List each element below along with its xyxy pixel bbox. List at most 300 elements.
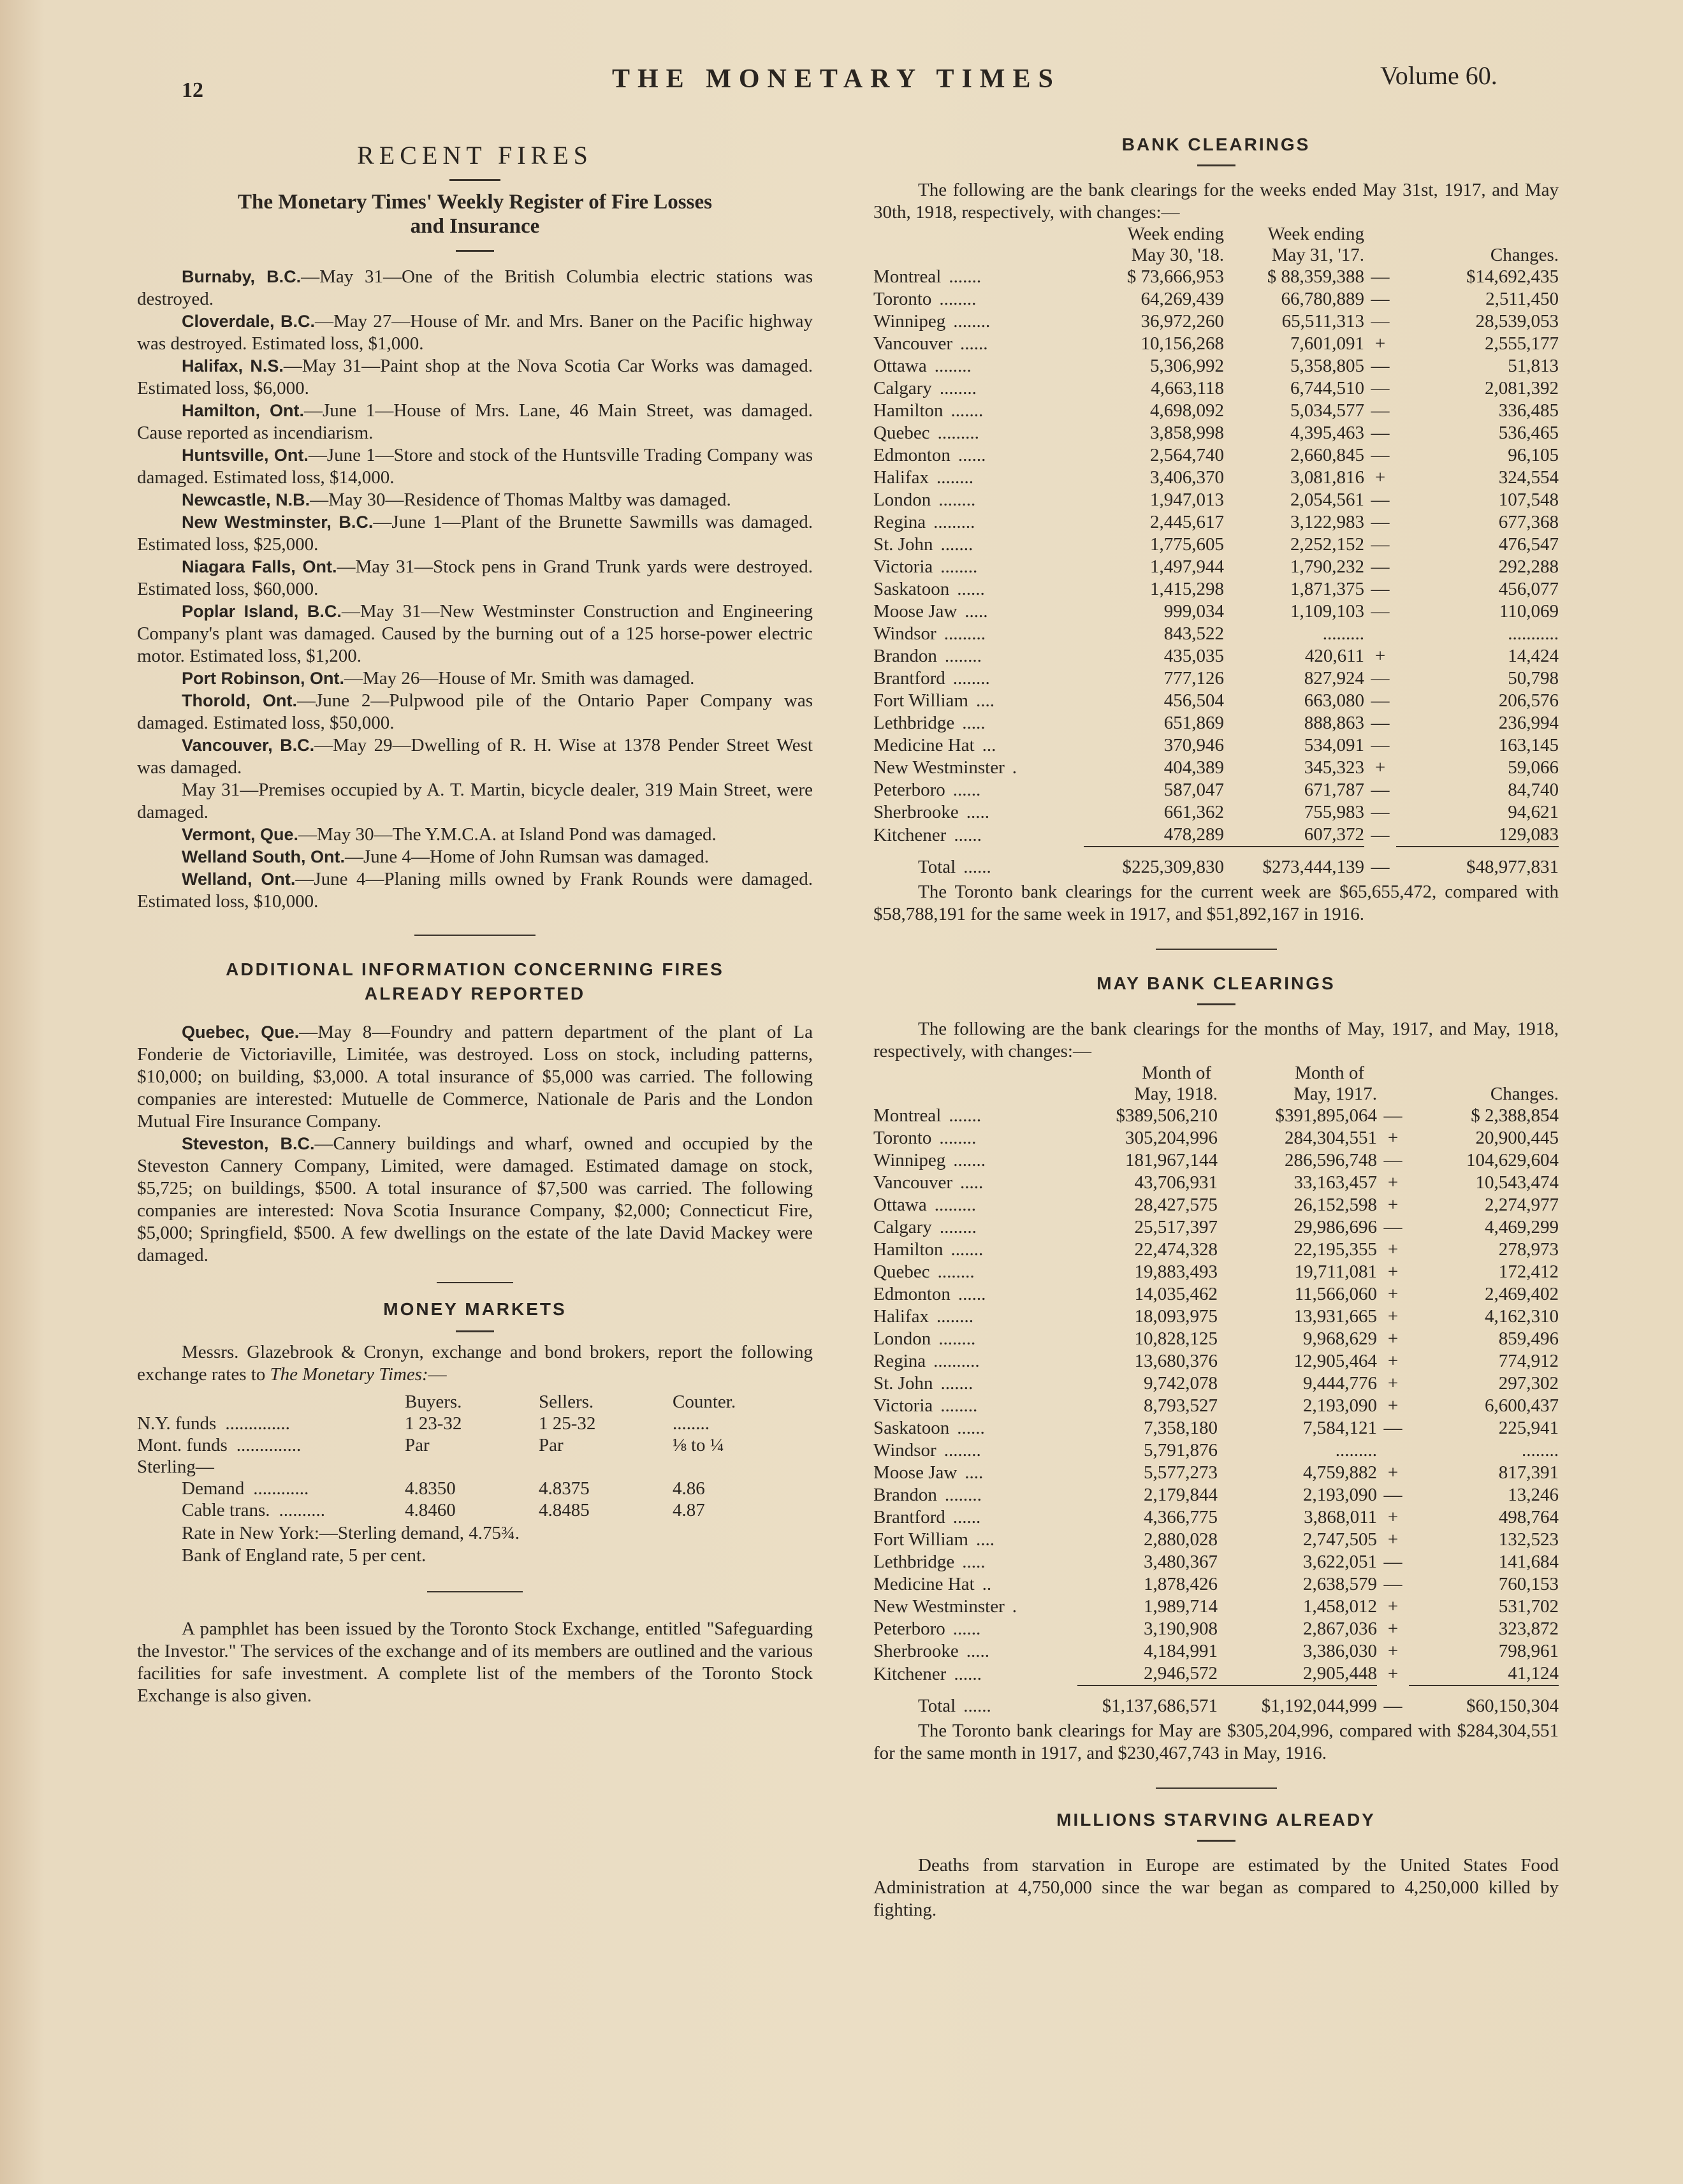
value-previous: 284,304,551 [1285,1128,1377,1148]
city-name: Toronto [873,1128,932,1148]
value-current: $1,137,686,571 [1102,1696,1218,1716]
city-dots: ....... [949,266,982,287]
divider [456,250,494,252]
change-sign: — [1371,534,1390,555]
city-cell [873,266,1084,288]
fire-entry-place: Port Robinson, Ont. [182,669,344,688]
weekly-clearings-table [873,224,1559,878]
change-sign: — [1371,557,1390,577]
city-name: Montreal [873,266,942,287]
change-sign: — [1383,1217,1402,1237]
city-name: Kitchener [873,824,947,845]
city-cell [873,422,1084,444]
value-previous: 3,386,030 [1303,1641,1377,1661]
city-name: Brandon [873,1485,937,1505]
city-name: New Westminster [873,1596,1005,1617]
value-previous: 33,163,457 [1293,1172,1377,1193]
change-sign: + [1374,646,1386,666]
city-cell [873,1306,1077,1328]
city-dots: ........ [934,356,972,376]
fire-entry-place: Welland South, Ont. [182,847,345,866]
clearing-row [873,712,1559,734]
city-dots: ........ [938,490,976,510]
city-name: London [873,490,931,510]
change-sign: + [1387,1329,1399,1349]
clearing-row [873,467,1559,489]
value-current: 1,878,426 [1144,1574,1218,1594]
city-cell [873,355,1084,377]
change-amount: 141,684 [1498,1552,1559,1572]
city-cell [873,1529,1077,1551]
change-amount: 859,496 [1498,1329,1559,1349]
fire-entry-place: Hamilton, Ont. [182,401,304,420]
money-row-sellers: 4.8485 [539,1500,590,1520]
city-name: Saskatoon [873,1418,950,1438]
value-current: 1,497,944 [1150,557,1224,577]
city-cell [873,824,1084,847]
fires-subheading-line2: and Insurance [410,215,540,238]
fire-entry-text: —Cannery buildings and wharf, owned and occupied by the Steveston Cannery Company, Limited, were damaged. Estimated damage on stock, $5,725; on buildings, $500. A total insurance of $7,500 was carried. The following companies are interested: Nova Scotia Insurance Company, $2,000; Connecticut Fire, $5,000; Springfield, $500. A few dwellings on the estate of the late David Mackey were damaged. [137,1133,813,1265]
value-current: 14,035,462 [1134,1284,1218,1304]
change-amount: 476,547 [1498,534,1559,555]
monthly-col3: Changes. [1490,1084,1559,1104]
clearing-row [873,534,1559,556]
fire-entry-place: Huntsville, Ont. [182,446,309,465]
clearing-row [873,400,1559,422]
clearing-row [873,511,1559,534]
city-cell [873,556,1084,578]
clearing-row [873,377,1559,400]
clearing-row [873,1484,1559,1506]
value-previous: 11,566,060 [1294,1284,1377,1304]
value-current: 4,366,775 [1144,1507,1218,1527]
divider [449,179,500,181]
value-previous: $273,444,139 [1262,857,1364,877]
money-row-buyers: Par [405,1435,430,1455]
value-current: 4,663,118 [1151,378,1224,398]
value-current: 10,828,125 [1134,1329,1218,1349]
city-cell [873,1693,1077,1717]
value-current: 7,358,180 [1144,1418,1218,1438]
city-name: Victoria [873,557,933,577]
value-current: 18,093,975 [1134,1306,1218,1327]
city-dots: ........ [939,378,977,398]
value-current: 22,474,328 [1134,1239,1218,1260]
money-row-buyers: 4.8350 [405,1478,456,1499]
city-dots: ........ [953,311,991,331]
change-amount: 323,872 [1498,1619,1559,1639]
value-current: 5,306,992 [1150,356,1224,376]
city-dots: ..... [966,802,989,822]
city-dots: ...... [952,780,981,800]
clearing-row [873,1328,1559,1350]
city-name: Vancouver [873,1172,953,1193]
city-dots: ........ [939,289,977,309]
change-amount: 172,412 [1498,1262,1559,1282]
change-amount: $ 2,388,854 [1471,1105,1559,1126]
value-previous: 7,584,121 [1303,1418,1377,1438]
city-cell [873,623,1084,645]
value-previous: 1,458,012 [1303,1596,1377,1617]
clearing-row [873,1172,1559,1194]
city-name: Kitchener [873,1663,947,1684]
city-dots: ........ [937,1262,975,1282]
change-amount: 817,391 [1498,1462,1559,1483]
change-sign: + [1387,1663,1399,1684]
clearing-row [873,1439,1559,1462]
city-name: Moose Jaw [873,601,958,622]
city-dots: ...... [952,1619,981,1639]
value-previous: 5,034,577 [1290,400,1364,421]
city-dots: ....... [949,1105,982,1126]
city-cell [873,1216,1077,1239]
left-column [137,127,813,1707]
change-amount: 677,368 [1498,512,1559,532]
money-row-dots: .............. [236,1435,302,1455]
city-cell [873,1596,1077,1618]
divider [456,1330,494,1332]
value-current: $389,506,210 [1116,1105,1218,1126]
city-dots: ........ [936,467,973,488]
value-current: 370,946 [1163,735,1224,755]
city-name: Vancouver [873,333,953,354]
city-cell [873,1328,1077,1350]
city-dots: ...... [957,1418,985,1438]
recent-fires-heading: RECENT FIRES [357,141,593,170]
city-cell [873,1640,1077,1663]
clearing-row [873,1372,1559,1395]
city-dots: .... [965,1462,984,1483]
value-previous: 19,711,081 [1294,1262,1377,1282]
clearing-row [873,1596,1559,1618]
city-name: Moose Jaw [873,1462,958,1483]
value-current: 181,967,144 [1125,1150,1218,1170]
change-sign: — [1371,690,1390,711]
city-name: Peterboro [873,1619,945,1639]
value-current: 2,445,617 [1150,512,1224,532]
city-dots: ...... [963,857,991,877]
fire-entry-place: Niagara Falls, Ont. [182,557,337,576]
value-previous: 1,790,232 [1290,557,1364,577]
fire-entry [137,400,813,444]
value-previous: 888,863 [1304,713,1364,733]
value-current: 3,858,998 [1150,423,1224,443]
clearing-row [873,1239,1559,1261]
clearing-row [873,1395,1559,1417]
value-current: 404,389 [1163,757,1224,778]
value-previous: 3,081,816 [1290,467,1364,488]
value-current: 3,480,367 [1144,1552,1218,1572]
change-sign: + [1374,333,1386,354]
fire-entry [137,734,813,779]
change-amount: 110,069 [1499,601,1559,622]
money-row-name: N.Y. funds [137,1413,217,1434]
fires-subheading-line1: The Monetary Times' Weekly Register of Fire Losses [238,191,712,214]
value-current: 8,793,527 [1144,1395,1218,1416]
city-dots: ....... [940,1373,973,1394]
fire-entry-place: Newcastle, N.B. [182,490,310,509]
value-current: 43,706,931 [1134,1172,1218,1193]
value-previous: ......... [1335,1440,1377,1460]
city-name: Saskatoon [873,579,950,599]
value-current: 4,698,092 [1150,400,1224,421]
value-current: 456,504 [1163,690,1224,711]
city-name: Windsor [873,623,936,644]
city-name: New Westminster [873,757,1005,778]
city-cell [873,1105,1077,1127]
city-name: Winnipeg [873,1150,946,1170]
value-previous: 3,868,011 [1304,1507,1377,1527]
value-previous: 9,968,629 [1303,1329,1377,1349]
change-amount: 107,548 [1498,490,1559,510]
clearing-row [873,310,1559,333]
clearing-row [873,1149,1559,1172]
value-current: 478,289 [1163,824,1224,845]
city-dots: ........ [940,557,978,577]
money-row [137,1413,813,1434]
city-cell [873,288,1084,310]
money-row-buyers: 4.8460 [405,1500,456,1520]
city-dots: ...... [963,1696,991,1716]
total-rule-cell [1084,847,1224,854]
total-row [873,1693,1559,1717]
change-amount: $14,692,435 [1466,266,1559,287]
fire-entry-text: —June 4—Home of John Rumsan was damaged. [345,847,710,867]
change-sign: + [1387,1529,1399,1550]
city-cell [873,578,1084,601]
change-sign: — [1371,378,1390,398]
city-dots: ..... [966,1641,989,1661]
value-previous: 607,372 [1304,824,1364,845]
col-counter: Counter. [673,1392,736,1412]
value-current: 2,946,572 [1144,1663,1218,1684]
city-cell [873,1573,1077,1596]
fire-entry [137,868,813,913]
change-sign: — [1371,780,1390,800]
value-current: 36,972,260 [1140,311,1224,331]
clearing-row [873,1283,1559,1306]
city-dots: . [1012,757,1017,778]
city-name: Medicine Hat [873,1574,975,1594]
change-amount: 129,083 [1498,824,1559,845]
change-sign: — [1371,289,1390,309]
fires-subheading [137,190,813,238]
money-intro-text: Messrs. Glazebrook & Cronyn, exchange and bond brokers, report the following exchange rates to [137,1342,813,1385]
change-amount: 51,813 [1508,356,1559,376]
divider [1156,1787,1277,1789]
money-intro-end: — [428,1364,447,1385]
fire-entry-text: —May 31—Paint shop at the Nova Scotia Car Works was damaged. Estimated loss, $6,000. [137,356,813,398]
value-current: 2,880,028 [1144,1529,1218,1550]
bank-england-rate: Bank of England rate, 5 per cent. [182,1545,426,1566]
money-row-dots: ............ [253,1478,309,1499]
value-previous: $391,895,064 [1275,1105,1377,1126]
fire-entry [137,511,813,556]
total-rule-cell [1396,847,1559,854]
city-name: St. John [873,534,933,555]
value-current: 19,883,493 [1134,1262,1218,1282]
city-cell [873,712,1084,734]
fire-entry-place: New Westminster, B.C. [182,513,374,532]
value-previous: 2,054,561 [1290,490,1364,510]
money-row-label [137,1478,405,1499]
total-row [873,854,1559,878]
city-name: Hamilton [873,400,943,421]
city-dots: .... [975,1529,994,1550]
city-cell [873,690,1084,712]
change-sign: — [1383,1552,1402,1572]
city-cell [873,734,1084,757]
total-rule-cell [873,1685,1077,1693]
fire-entry-place: Halifax, N.S. [182,356,284,375]
money-row [137,1499,813,1521]
weekly-col1-a: Week ending [1127,224,1224,244]
value-current: 5,791,876 [1144,1440,1218,1460]
change-amount: 6,600,437 [1485,1395,1559,1416]
fire-entry-place: Thorold, Ont. [182,691,297,710]
change-amount: 13,246 [1508,1485,1559,1505]
city-name: Windsor [873,1440,936,1460]
change-sign: — [1371,512,1390,532]
city-dots: ...... [957,579,985,599]
money-row-buyers: 1 23-32 [405,1413,462,1434]
may-clearings-heading: MAY BANK CLEARINGS [1096,973,1336,993]
clearing-row [873,1506,1559,1529]
change-amount: 206,576 [1498,690,1559,711]
clearing-row [873,1127,1559,1149]
money-table [137,1391,813,1521]
city-dots: ...... [952,1507,981,1527]
change-sign: + [1387,1373,1399,1394]
value-current: 777,126 [1163,668,1224,688]
clearing-row [873,1350,1559,1372]
change-amount: 2,555,177 [1485,333,1559,354]
clearing-row [873,1462,1559,1484]
value-previous: ......... [1322,623,1364,644]
city-cell [873,444,1084,467]
city-name: Calgary [873,1217,932,1237]
right-column [873,127,1559,1921]
divider [1197,1840,1235,1842]
value-previous: 6,744,510 [1290,378,1364,398]
city-dots: ....... [953,1150,986,1170]
change-sign: — [1383,1105,1402,1126]
clearing-row [873,1529,1559,1551]
city-cell [873,333,1084,355]
city-dots: ..... [962,1552,986,1572]
value-current: 843,522 [1163,623,1224,644]
masthead: THE MONETARY TIMES [612,64,1061,94]
fire-entry [137,667,813,690]
city-dots: ...... [958,445,986,465]
change-sign: — [1371,423,1390,443]
value-current: 999,034 [1163,601,1224,622]
money-row [137,1478,813,1499]
city-cell [873,1551,1077,1573]
value-current: 5,577,273 [1144,1462,1218,1483]
total-rule-cell [1224,847,1364,854]
fire-entry-text: —June 2—Pulpwood pile of the Ontario Paper Company was damaged. Estimated loss, $50,000. [137,690,813,733]
city-name: Edmonton [873,1284,951,1304]
change-sign: — [1371,735,1390,755]
city-cell [873,1484,1077,1506]
value-previous: 2,867,036 [1303,1619,1377,1639]
clearing-row [873,623,1559,645]
fire-entry-text: —June 1—Plant of the Brunette Sawmills was damaged. Estimated loss, $25,000. [137,512,813,555]
city-cell [873,1663,1077,1685]
value-current: 1,775,605 [1150,534,1224,555]
city-dots: ........ [944,646,982,666]
change-amount: 2,274,977 [1485,1195,1559,1215]
bank-clearings-heading: BANK CLEARINGS [1121,135,1311,154]
fire-entry-text: —May 30—Residence of Thomas Maltby was damaged. [310,490,731,510]
weekly-col2-b: May 31, '17. [1271,245,1364,265]
total-rule-cell [1377,1685,1409,1693]
city-dots: . [1012,1596,1017,1617]
change-sign: — [1371,445,1390,465]
city-dots: ..... [960,1172,984,1193]
value-previous: 4,759,882 [1303,1462,1377,1483]
value-previous: 4,395,463 [1290,423,1364,443]
additional-list [137,1021,813,1267]
col-buyers: Buyers. [405,1392,462,1412]
city-cell [873,601,1084,623]
value-previous: $1,192,044,999 [1261,1696,1377,1716]
value-current: $225,309,830 [1122,857,1224,877]
fire-entry-place: Vermont, Que. [182,825,299,844]
fire-entry-place: Welland, Ont. [182,870,296,889]
money-row-label [137,1434,405,1456]
money-intro-italic: The Monetary Times: [270,1364,428,1385]
city-cell [873,1462,1077,1484]
divider [414,935,536,936]
city-cell [873,667,1084,690]
page-header [0,61,1683,102]
city-name: Quebec [873,423,930,443]
city-dots: ........ [944,1485,982,1505]
city-name: Calgary [873,378,932,398]
clearing-row [873,266,1559,288]
value-current: 2,179,844 [1144,1485,1218,1505]
value-previous: 66,780,889 [1281,289,1364,309]
city-cell [873,467,1084,489]
city-name: Toronto [873,289,932,309]
fire-entry-text: —May 30—The Y.M.C.A. at Island Pond was damaged. [298,824,717,845]
change-sign: + [1387,1351,1399,1371]
city-name: Regina [873,1351,926,1371]
total-rule-row [873,1685,1559,1693]
weekly-note: The Toronto bank clearings for the current week are $65,655,472, compared with $58,788,191 for the same week in 1917, and $51,892,167 in 1916. [873,882,1559,924]
value-previous: 2,905,448 [1303,1663,1377,1684]
money-row [137,1434,813,1456]
change-amount: 104,629,604 [1466,1150,1559,1170]
fire-entry [137,1021,813,1133]
city-name: Lethbridge [873,1552,955,1572]
city-dots: ........ [936,1306,973,1327]
divider [1197,1003,1235,1005]
change-amount: 292,288 [1498,557,1559,577]
change-amount: ........... [1508,623,1559,644]
fire-entry [137,310,813,355]
clearing-row [873,757,1559,779]
city-name: Brandon [873,646,937,666]
city-dots: ...... [954,824,982,845]
city-name: Sherbrooke [873,802,959,822]
money-row-sellers: 1 25-32 [539,1413,596,1434]
change-sign: — [1371,490,1390,510]
money-row-name: Demand [182,1478,245,1499]
change-sign: — [1371,266,1390,287]
